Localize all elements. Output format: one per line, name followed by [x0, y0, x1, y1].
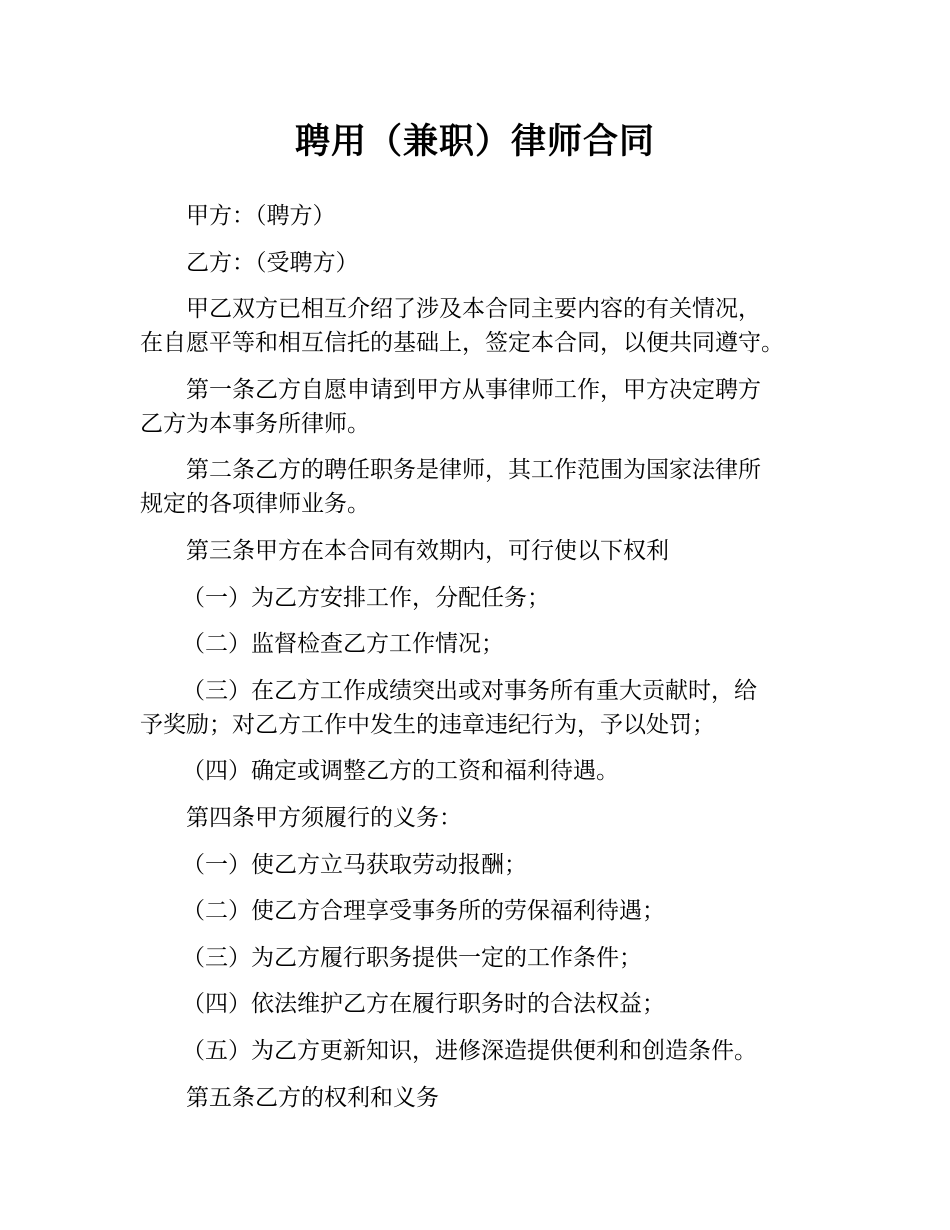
- paragraph-article-2: [140, 453, 830, 521]
- list-item-article-4-3: [140, 941, 830, 975]
- list-item-article-4-1: [140, 848, 830, 882]
- paragraph-party-b: [140, 246, 830, 280]
- paragraph-line: 甲乙双方已相互介绍了涉及本合同主要内容的有关情况，: [186, 296, 761, 323]
- paragraph-line: （四）确定或调整乙方的工资和福利待遇。: [182, 758, 619, 785]
- paragraph-line: 第四条甲方须履行的义务：: [186, 804, 462, 831]
- paragraph-article-4: [140, 801, 830, 835]
- paragraph-line: 第一条乙方自愿申请到甲方从事律师工作，甲方决定聘方: [186, 376, 761, 403]
- list-item-article-4-5: [140, 1034, 830, 1068]
- paragraph-line: （二）监督检查乙方工作情况；: [182, 631, 504, 658]
- paragraph-article-3: [140, 534, 830, 568]
- paragraph-party-a: [140, 199, 830, 233]
- paragraph-line: （三）为乙方履行职务提供一定的工作条件；: [182, 944, 642, 971]
- list-item-article-3-2: [140, 627, 830, 661]
- list-item-article-3-3: [140, 674, 830, 742]
- paragraph-line: 第三条甲方在本合同有效期内，可行使以下权利: [186, 537, 669, 564]
- paragraph-line: 乙方为本事务所律师。: [140, 410, 370, 437]
- paragraph-line: 第二条乙方的聘任职务是律师，其工作范围为国家法律所: [186, 457, 761, 484]
- paragraph-article-5: [140, 1081, 830, 1115]
- document-body: [140, 199, 830, 1127]
- list-item-article-4-4: [140, 987, 830, 1021]
- paragraph-line: 第五条乙方的权利和义务: [186, 1084, 439, 1111]
- list-item-article-4-2: [140, 894, 830, 928]
- document-title: 聘用（兼职）律师合同: [294, 122, 655, 162]
- paragraph-line: （三）在乙方工作成绩突出或对事务所有重大贡献时，给: [182, 677, 757, 704]
- paragraph-line: 甲方：（聘方）: [186, 203, 336, 229]
- paragraph-line: （一）使乙方立马获取劳动报酬；: [182, 851, 527, 878]
- paragraph-line: 在自愿平等和相互信托的基础上，签定本合同，以便共同遵守。: [140, 330, 784, 357]
- paragraph-line: 规定的各项律师业务。: [140, 491, 370, 518]
- paragraph-line: （二）使乙方合理享受事务所的劳保福利待遇；: [182, 898, 665, 925]
- paragraph-line: （五）为乙方更新知识，进修深造提供便利和创造条件。: [182, 1037, 757, 1064]
- paragraph-preamble: [140, 292, 830, 360]
- paragraph-line: （四）依法维护乙方在履行职务时的合法权益；: [182, 991, 665, 1018]
- paragraph-article-1: [140, 373, 830, 441]
- list-item-article-3-4: [140, 754, 830, 788]
- paragraph-line: （一）为乙方安排工作，分配任务；: [182, 584, 550, 611]
- list-item-article-3-1: [140, 581, 830, 615]
- paragraph-line: 予奖励；对乙方工作中发生的违章违纪行为，予以处罚；: [140, 711, 715, 738]
- paragraph-line: 乙方：（受聘方）: [186, 249, 359, 276]
